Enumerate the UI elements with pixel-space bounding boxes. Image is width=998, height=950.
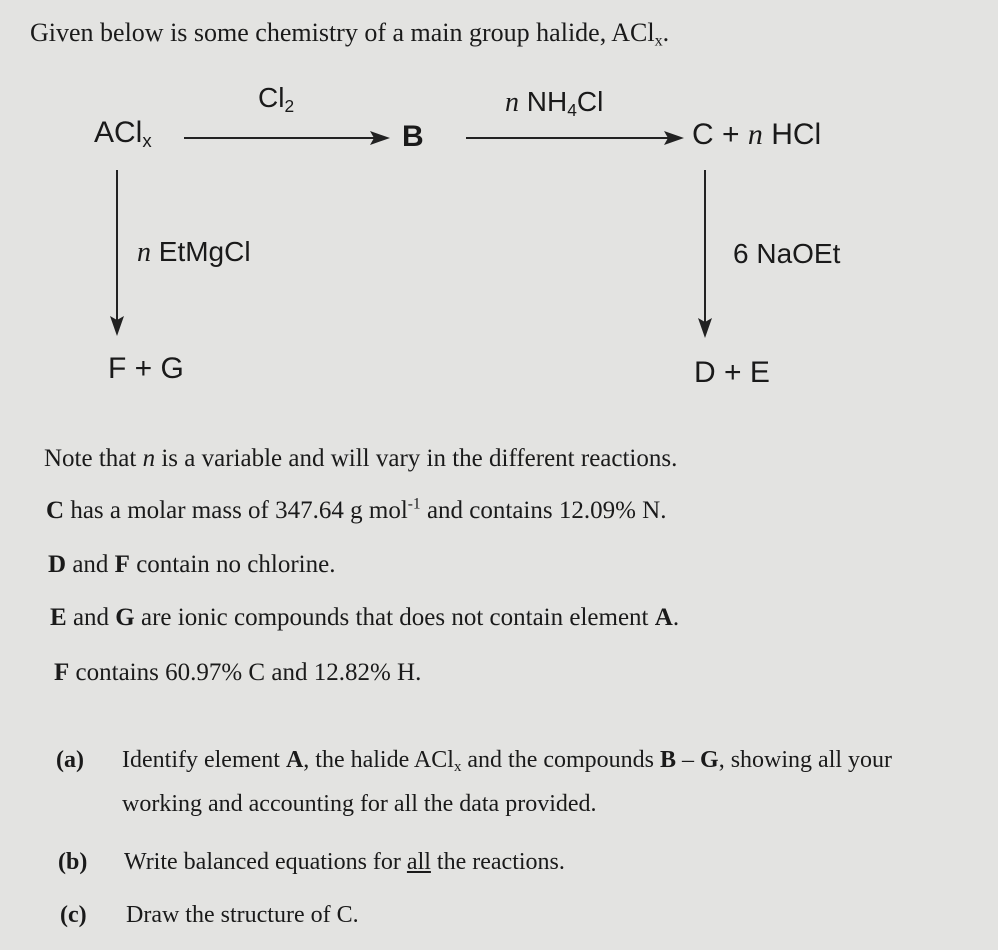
question-c-text: Draw the structure of C. — [126, 902, 359, 928]
species-acl-x: ACl$_x$ — [94, 116, 152, 152]
reagent-nh4cl: n $NH_4Cl$ — [505, 86, 604, 120]
question-b-text: Write balanced equations for all the reactions. — [124, 849, 565, 875]
question-a-text: Identify element A, the halide ACl$_x$ and the compounds B – G, showing all your — [122, 747, 893, 776]
species-b: B — [402, 120, 424, 153]
reagent-cl2: $Cl_2$ — [258, 82, 295, 116]
note-e-g-ionic: E and G are ionic compounds that does not contain element A. — [50, 604, 680, 631]
arrow-to-d-e — [693, 170, 717, 340]
reagent-naoet: 6 NaOEt — [733, 238, 841, 269]
question-c-label: (c) — [60, 902, 87, 928]
arrow-to-b — [184, 126, 390, 150]
question-a-label: (a) — [56, 747, 84, 773]
intro-text: Given below is some chemistry of a main group halide, ACl$_x$. — [30, 18, 670, 50]
note-f-composition: F contains 60.97% C and 12.82% H. — [54, 659, 422, 686]
question-a-text-line2: working and accounting for all the data provided. — [122, 791, 597, 817]
note-d-f-chlorine: D and F contain no chlorine. — [48, 551, 336, 578]
arrow-to-c — [466, 126, 684, 150]
question-b-label: (b) — [58, 849, 88, 875]
note-c-molar-mass: C has a molar mass of 347.64 g mol$^{-1}$ and contains 12.09% N. — [46, 495, 667, 524]
species-d-e: D + E — [694, 356, 770, 389]
arrow-to-f-g — [105, 170, 129, 338]
species-f-g: F + G — [108, 352, 184, 385]
note-variable-n: Note that n is a variable and will vary in the different reactions. — [44, 445, 678, 472]
species-c-hcl: C + n HCl — [692, 118, 822, 151]
reagent-etmgcl: n EtMgCl — [137, 236, 251, 268]
